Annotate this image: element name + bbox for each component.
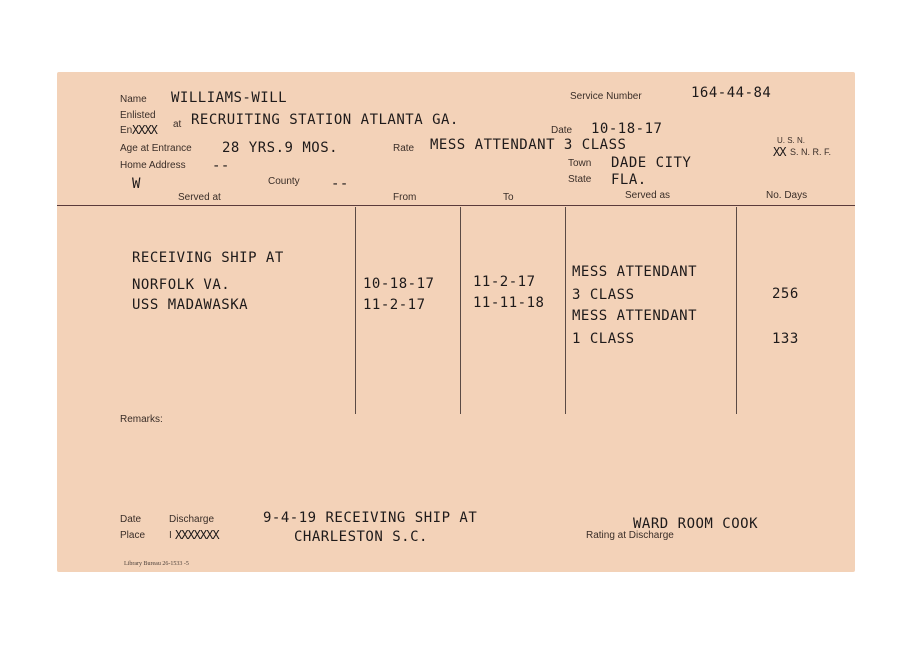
place-crossout: XXXXXXX	[175, 528, 219, 542]
rate-label: Rate	[393, 143, 415, 154]
column-divider	[460, 207, 461, 414]
served-as-line: MESS ATTENDANT	[572, 264, 698, 280]
served-as-header: Served as	[625, 190, 671, 201]
no-days-header: No. Days	[766, 190, 808, 201]
served-at-line: RECEIVING SHIP AT	[132, 250, 284, 266]
column-divider	[355, 207, 356, 414]
table-header-rule	[57, 205, 855, 206]
served-at-line: NORFOLK VA.	[132, 277, 231, 293]
served-as-line: MESS ATTENDANT	[572, 308, 698, 324]
name-label: Name	[120, 94, 147, 105]
state-value: FLA.	[611, 172, 647, 188]
to-cell: 11-2-17	[473, 274, 536, 290]
age-label: Age at Entrance	[120, 143, 192, 154]
from-cell: 10-18-17	[363, 276, 435, 292]
column-divider	[565, 207, 566, 414]
home-dash: --	[212, 158, 230, 174]
to-header: To	[503, 192, 514, 203]
enlisted-label: Enlisted	[120, 110, 156, 121]
enlist-date-value: 10-18-17	[591, 121, 663, 137]
usnrf-label: S. N. R. F.	[790, 147, 832, 157]
served-at-line: USS MADAWASKA	[132, 297, 249, 313]
service-record-card	[57, 72, 855, 572]
place-label: Place	[120, 530, 146, 541]
discharge-place-value: CHARLESTON S.C.	[294, 529, 428, 545]
town-value: DADE CITY	[611, 155, 692, 171]
service-number-value: 164-44-84	[691, 85, 772, 101]
no-days-cell: 256	[772, 286, 799, 302]
home-w-value: W	[132, 176, 141, 192]
state-label: State	[568, 174, 592, 185]
en-crossout: XXXX	[132, 123, 157, 137]
at-label: at	[173, 119, 182, 130]
from-cell: 11-2-17	[363, 297, 426, 313]
station-value: RECRUITING STATION ATLANTA GA.	[191, 112, 459, 128]
home-address-label: Home Address	[120, 160, 186, 171]
rating-at-discharge-value: WARD ROOM COOK	[633, 516, 759, 532]
usnrf-crossout: XX	[773, 145, 786, 159]
printer-imprint: Library Bureau 26-1533 -5	[124, 561, 189, 567]
rate-value: MESS ATTENDANT 3 CLASS	[430, 137, 627, 153]
remarks-label: Remarks:	[120, 414, 163, 425]
date-label: Date	[551, 125, 573, 136]
county-label: County	[268, 176, 300, 187]
name-value: WILLIAMS-WILL	[171, 90, 288, 106]
discharge-value: 9-4-19 RECEIVING SHIP AT	[263, 510, 478, 526]
service-number-label: Service Number	[570, 91, 642, 102]
en-label: En	[120, 125, 133, 136]
age-value: 28 YRS.9 MOS.	[222, 140, 339, 156]
discharge-label: Discharge	[169, 514, 215, 525]
town-label: Town	[568, 158, 592, 169]
county-value: --	[331, 176, 349, 192]
column-divider	[736, 207, 737, 414]
rating-at-discharge-label: Rating at Discharge	[586, 530, 674, 541]
served-at-header: Served at	[178, 192, 221, 203]
no-days-cell: 133	[772, 331, 799, 347]
place-in-label: I	[169, 530, 172, 541]
served-as-line: 1 CLASS	[572, 331, 635, 347]
from-header: From	[393, 192, 417, 203]
usn-label: U. S. N.	[777, 136, 806, 145]
served-as-line: 3 CLASS	[572, 287, 635, 303]
discharge-date-label: Date	[120, 514, 142, 525]
to-cell: 11-11-18	[473, 295, 545, 311]
